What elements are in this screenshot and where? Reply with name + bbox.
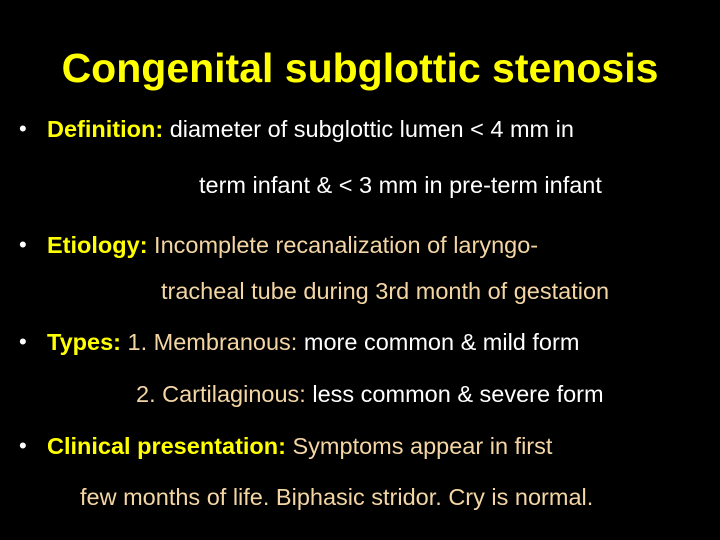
definition-label: Definition:: [47, 116, 164, 142]
bullet-definition: •: [19, 116, 27, 141]
types-item1-text: more common & mild form: [297, 329, 580, 355]
types-item1-name: 1. Membranous:: [121, 329, 298, 355]
slide-title: Congenital subglottic stenosis: [61, 45, 659, 91]
clinical-label: Clinical presentation:: [47, 433, 286, 459]
types-line-2: [136, 379, 604, 409]
definition-line-1: [47, 114, 574, 144]
clinical-line-1: [47, 431, 552, 461]
bullet-clinical: •: [19, 433, 27, 458]
clinical-text: Symptoms appear in first: [285, 433, 553, 459]
types-line-1: [47, 327, 579, 357]
definition-text: diameter of subglottic lumen < 4 mm in: [163, 116, 574, 142]
etiology-label: Etiology:: [47, 232, 148, 258]
definition-line-2: [199, 170, 602, 200]
clinical-continuation: few months of life. Biphasic stridor. Cry is normal.: [80, 484, 594, 510]
types-item2-text: less common & severe form: [305, 381, 604, 407]
types-item2-name: 2. Cartilaginous:: [136, 381, 306, 407]
clinical-line-2: [80, 482, 593, 512]
bullet-types: •: [19, 329, 27, 354]
etiology-continuation: tracheal tube during 3rd month of gestation: [161, 278, 610, 304]
etiology-text: Incomplete recanalization of laryngo-: [147, 232, 539, 258]
types-label: Types:: [47, 329, 121, 355]
definition-continuation: term infant & < 3 mm in pre-term infant: [199, 172, 602, 198]
etiology-line-1: [47, 230, 538, 260]
etiology-line-2: [161, 276, 609, 306]
bullet-etiology: •: [19, 232, 27, 257]
